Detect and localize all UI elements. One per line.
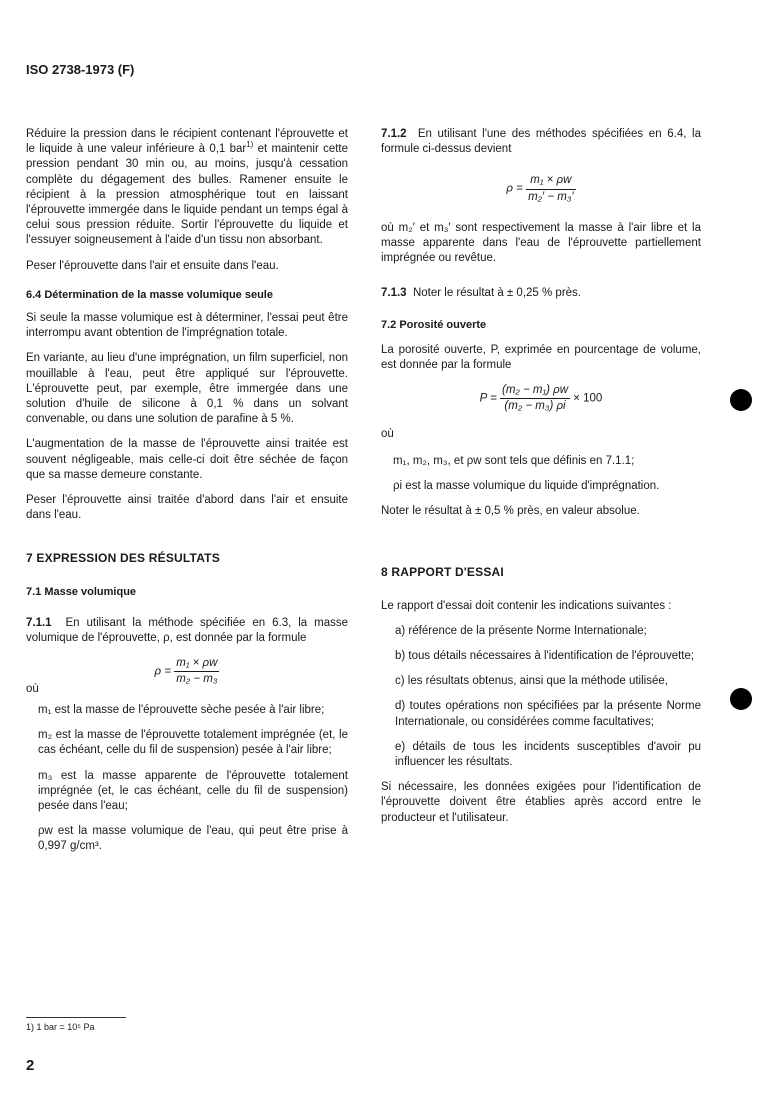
paragraph-8: Le rapport d'essai doit contenir les indications suivantes : bbox=[381, 599, 672, 612]
paragraph-8-closing: Si nécessaire, les données exigées pour l'identification de l'éprouvette doivent être établies après accord entre le producteur et l'utilisateur. bbox=[381, 781, 701, 824]
paragraph-7-1-2 bbox=[381, 127, 701, 157]
heading-7-1-2: 7.1.2 bbox=[381, 128, 407, 140]
list-item: c) les résultats obtenus, ainsi que la méthode utilisée, bbox=[395, 675, 668, 688]
paragraph-pressure-rest: et maintenir cette pression pendant 30 min ou, au moins, jusqu'à cessation complète du dégagement des bulles. Ramener ensuite le récipient à la pression atmosphérique tout en laissant l'éprouvette immergée dans le liquide pendant un temps égal à celui sous pression réduite. Sortir l'éprouvette du liquide et l'essuyer soigneusement à l'aide d'un tissu non absorbant. bbox=[26, 143, 348, 247]
paragraph-6-4-b: En variante, au lieu d'une imprégnation, un film superficiel, non mouillable à l'eau, peut être appliqué sur l'éprouvette. L'éprouvette peut, par exemple, être immergée dans une solution d'huile de silicone à 0,1 % dans un solvant convenable, ou dans une solution de parafine à 5 %. bbox=[26, 352, 348, 426]
formula-density-numerator: m₁ × ρw bbox=[174, 656, 219, 672]
paragraph-7-1-2-text: En utilisant l'une des méthodes spécifiées en 6.4, la formule ci-dessus devient bbox=[381, 128, 701, 156]
paragraph-pressure bbox=[26, 127, 348, 249]
formula-partial-denominator: m₂′ − m₃′ bbox=[528, 190, 574, 203]
footnote-divider bbox=[26, 1017, 126, 1018]
formula-partial-lhs: ρ = bbox=[506, 183, 523, 196]
heading-7-1-1: 7.1.1 bbox=[26, 616, 52, 629]
formula-porosity-denominator: (m₂ − m₃) ρi bbox=[504, 400, 566, 413]
definition-masses: m₁, m₂, m₃, et ρw sont tels que définis en 7.1.1; bbox=[393, 454, 635, 467]
document-header: ISO 2738-1973 (F) bbox=[26, 62, 135, 77]
paragraph-7-1-1 bbox=[26, 616, 348, 646]
paragraph-6-4-d: Peser l'éprouvette ainsi traitée d'abord dans l'air et ensuite dans l'eau. bbox=[26, 494, 348, 522]
definition-m1: m₁ est la masse de l'éprouvette sèche pesée à l'air libre; bbox=[38, 703, 325, 716]
formula-partial-fraction bbox=[526, 173, 576, 204]
page-number: 2 bbox=[26, 1057, 35, 1074]
formula-porosity-multiplier: × 100 bbox=[573, 392, 603, 405]
heading-7-1-3: 7.1.3 bbox=[381, 287, 407, 300]
list-item: a) référence de la présente Norme Internationale; bbox=[395, 624, 647, 637]
formula-porosity-lhs: P = bbox=[479, 392, 497, 405]
margin-dot-marker bbox=[730, 389, 752, 411]
paragraph-6-4-c: L'augmentation de la masse de l'éprouvette ainsi traitée est souvent négligeable, mais celle-ci doit être séchée de façon que sa masse demeure constante. bbox=[26, 438, 348, 481]
heading-7-2: 7.2 Porosité ouverte bbox=[381, 318, 487, 331]
heading-7-1: 7.1 Masse volumique bbox=[26, 585, 137, 598]
formula-density-lhs: ρ = bbox=[154, 666, 172, 679]
paragraph-weigh: Peser l'éprouvette dans l'air et ensuite dans l'eau. bbox=[26, 259, 279, 272]
paragraph-7-1-3-text: Noter le résultat à ± 0,25 % près. bbox=[412, 287, 581, 300]
list-item: b) tous détails nécessaires à l'identification de l'éprouvette; bbox=[395, 650, 695, 663]
where-label-2: où bbox=[381, 427, 394, 440]
right-column bbox=[381, 127, 701, 836]
definition-m2: m₂ est la masse de l'éprouvette totalement imprégnée (et, le cas échéant, celle du fil de suspension) pesée à l'air libre; bbox=[38, 729, 348, 757]
paragraph-pressure-text: Réduire la pression dans le récipient contenant l'éprouvette et le liquide à une valeur inférieure à 0,1 bar bbox=[26, 128, 348, 156]
formula-porosity-numerator: (m₂ − m₁) ρw bbox=[500, 383, 570, 399]
footnote: 1) 1 bar = 10⁵ Pa bbox=[26, 1022, 95, 1032]
list-item: e) détails de tous les incidents susceptibles d'avoir pu influencer les résultats. bbox=[395, 740, 701, 769]
heading-8: 8 RAPPORT D'ESSAI bbox=[381, 565, 504, 580]
formula-partial-numerator: m₁ × ρw bbox=[526, 173, 576, 189]
definition-rho-i: ρi est la masse volumique du liquide d'imprégnation. bbox=[393, 480, 660, 493]
paragraph-7-1-2-where: où m₂′ et m₃′ sont respectivement la masse à l'air libre et la masse apparente dans l'eau de l'éprouvette partiellement imprégnée ou revêtue. bbox=[381, 221, 701, 265]
heading-7: 7 EXPRESSION DES RÉSULTATS bbox=[26, 551, 220, 566]
definition-rho-w: ρw est la masse volumique de l'eau, qui peut être prise à 0,997 g/cm³. bbox=[38, 825, 348, 853]
paragraph-6-4-a: Si seule la masse volumique est à déterminer, l'essai peut être interrompu avant obtention de l'imprégnation totale. bbox=[26, 312, 348, 340]
paragraph-7-2-note: Noter le résultat à ± 0,5 % près, en valeur absolue. bbox=[381, 505, 640, 518]
formula-density-denominator: m₂ − m₃ bbox=[176, 673, 218, 686]
formula-density-fraction bbox=[174, 656, 219, 687]
formula-porosity-fraction bbox=[500, 383, 570, 414]
heading-6-4: 6.4 Détermination de la masse volumique seule bbox=[26, 288, 273, 301]
footnote-ref: 1) bbox=[246, 140, 254, 150]
formula-porosity bbox=[381, 383, 701, 414]
margin-dot-marker bbox=[730, 688, 752, 710]
paragraph-7-1-3 bbox=[381, 286, 701, 301]
left-column bbox=[26, 127, 348, 865]
definition-m3: m₃ est la masse apparente de l'éprouvette totalement imprégnée (et, le cas échéant, celle du fil de suspension) pesée dans l'eau; bbox=[38, 769, 348, 812]
paragraph-7-2: La porosité ouverte, P, exprimée en pourcentage de volume, est donnée par la formule bbox=[381, 343, 701, 372]
where-label: où bbox=[26, 682, 39, 695]
paragraph-7-1-1-text: En utilisant la méthode spécifiée en 6.3, la masse volumique de l'éprouvette, ρ, est donnée par la formule bbox=[26, 616, 349, 645]
list-item: d) toutes opérations non spécifiées par la présente Norme Internationale, ou considérées comme facultatives; bbox=[395, 700, 701, 728]
formula-density-partial bbox=[381, 173, 701, 204]
